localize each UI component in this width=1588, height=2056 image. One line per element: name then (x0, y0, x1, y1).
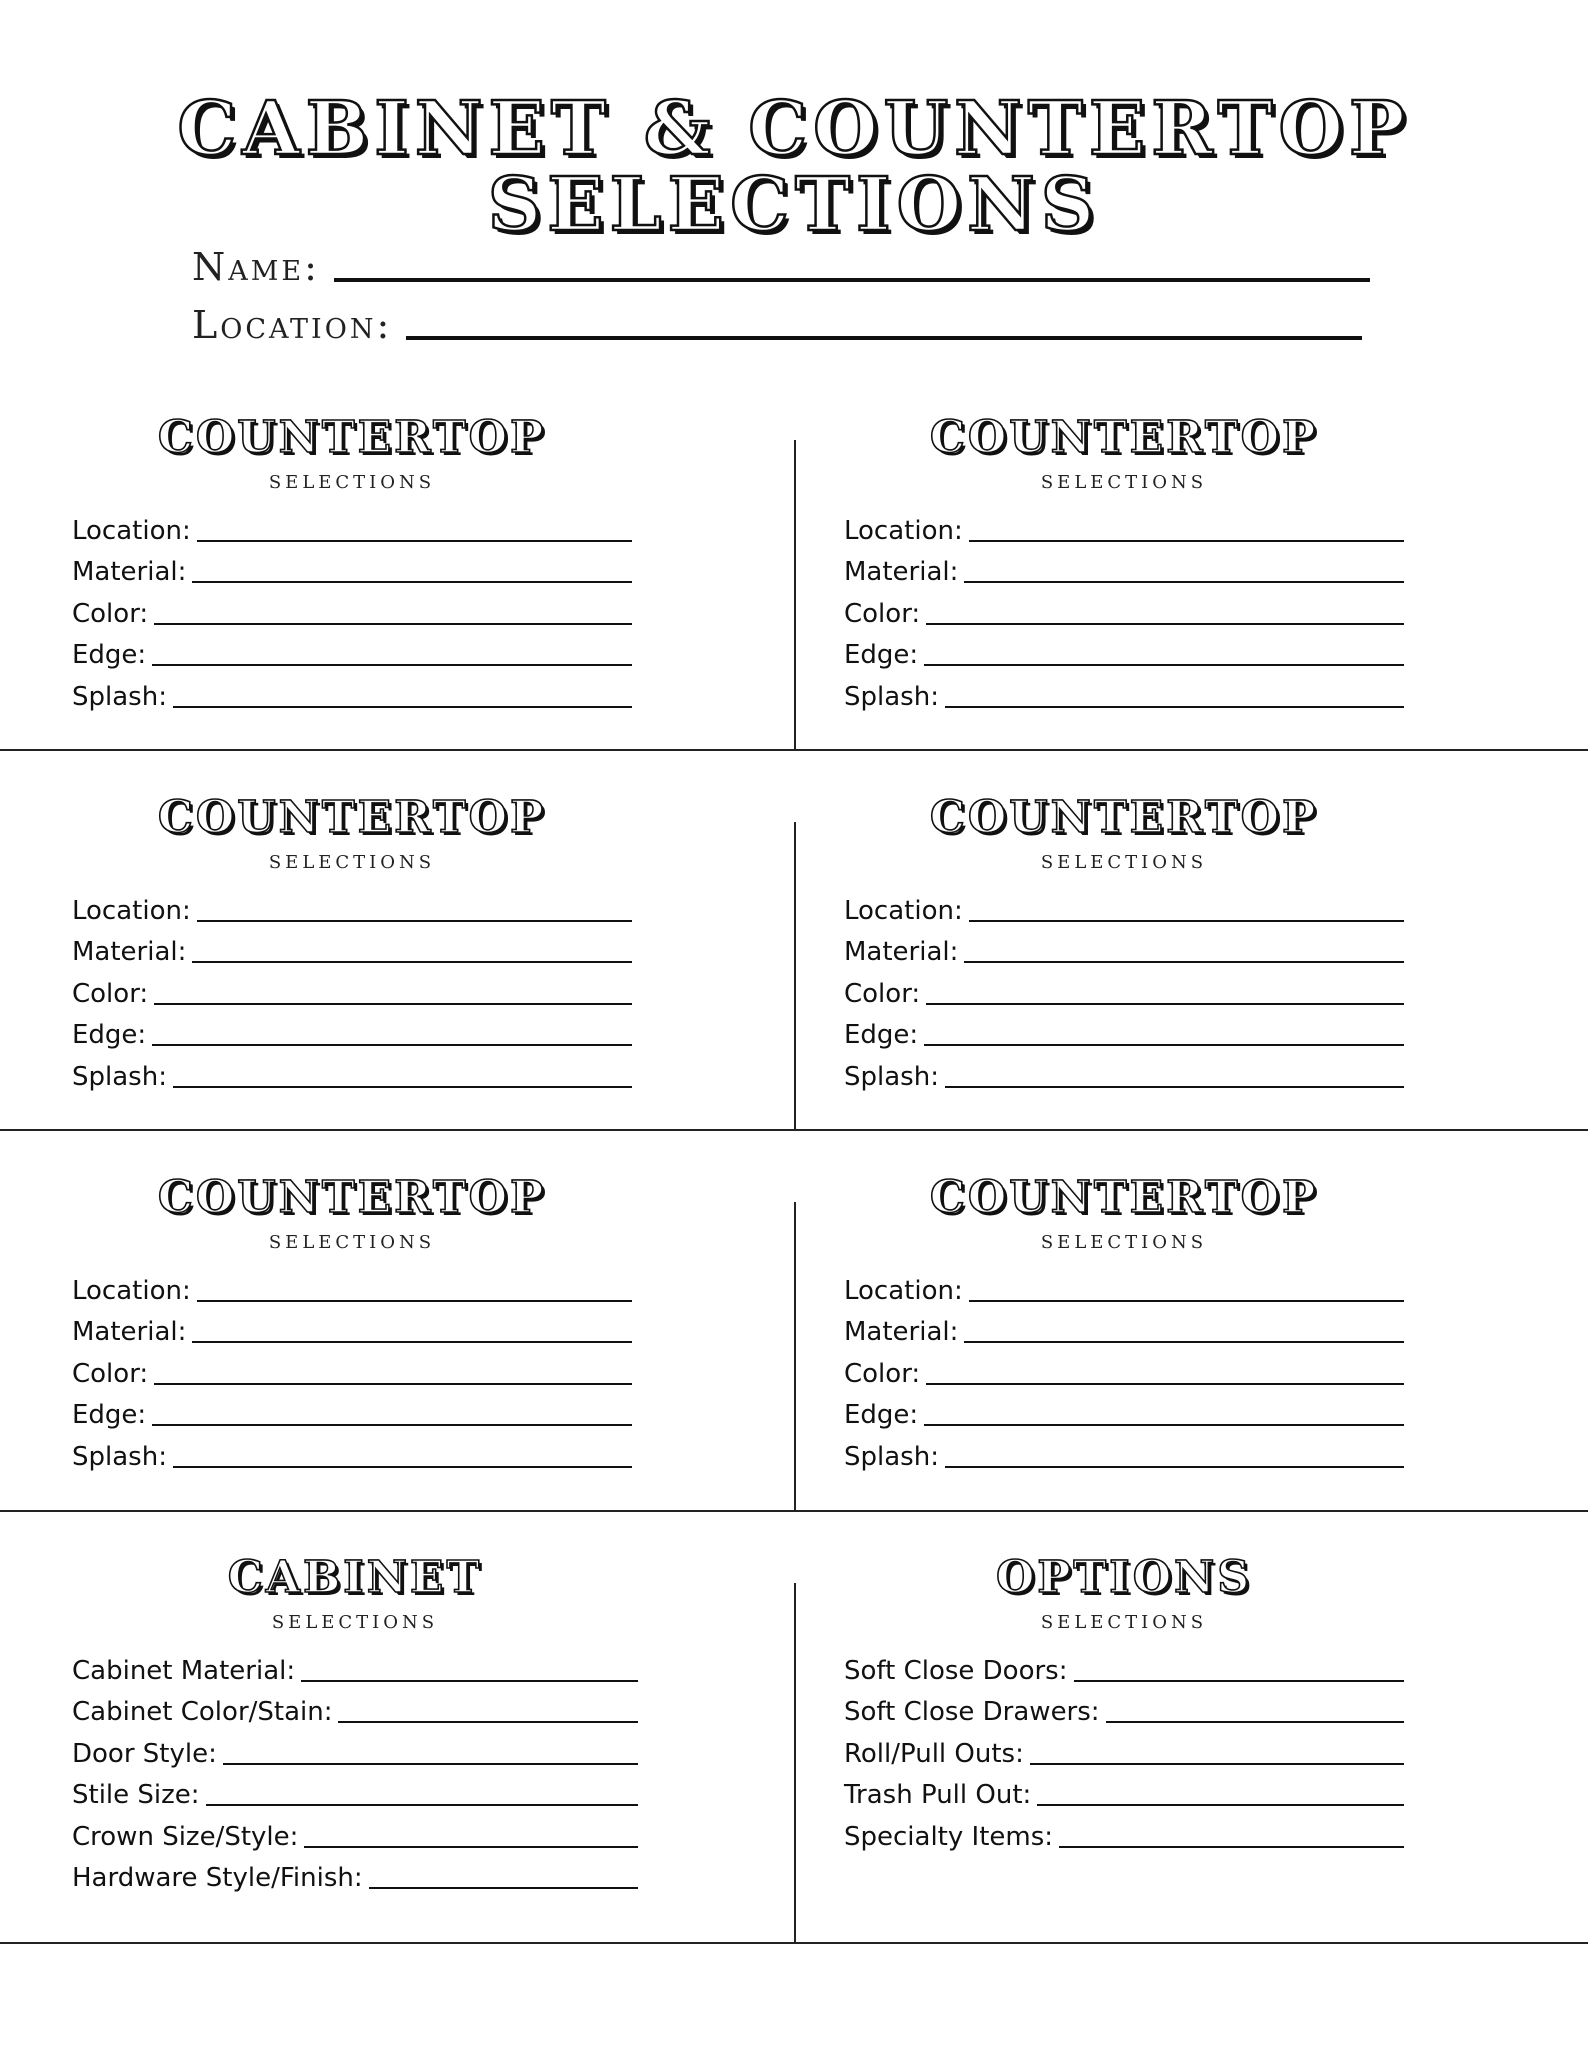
field-label: Material: (72, 1317, 187, 1347)
panel-title: COUNTERTOP (157, 792, 547, 843)
field-line[interactable] (945, 1466, 1404, 1468)
panel-subtitle: SELECTIONS (1040, 852, 1208, 873)
field-line[interactable] (154, 1003, 632, 1005)
field-line[interactable] (197, 1300, 632, 1302)
color-field[interactable] (72, 589, 632, 631)
location-field[interactable] (844, 506, 1404, 548)
splash-field[interactable] (72, 1432, 632, 1474)
field-label: Splash: (844, 1061, 939, 1092)
options-panel (844, 1552, 1404, 1854)
field-label: Trash Pull Out: (844, 1780, 1032, 1810)
column-divider (794, 1202, 796, 1510)
field-line[interactable] (192, 1341, 632, 1343)
location-row (192, 303, 1362, 347)
field-label: Location: (72, 515, 191, 546)
countertop-panel (72, 792, 632, 1094)
panel-title: COUNTERTOP (929, 412, 1319, 463)
field-label: Edge: (72, 1400, 147, 1430)
location-field[interactable] (72, 886, 632, 928)
field-label: Location: (844, 1275, 963, 1306)
countertop-panel (844, 412, 1404, 714)
panel-title: COUNTERTOP (157, 1172, 547, 1223)
field-label: Color: (72, 1358, 149, 1389)
panel-title: CABINET (227, 1552, 483, 1603)
location-field[interactable] (844, 1266, 1404, 1308)
field-line[interactable] (152, 1044, 632, 1046)
field-line[interactable] (154, 1383, 632, 1385)
field-label: Roll/Pull Outs: (844, 1738, 1024, 1769)
location-field[interactable] (72, 1266, 632, 1308)
field-label: Location: (844, 895, 963, 926)
field-line[interactable] (192, 961, 632, 963)
field-line[interactable] (197, 540, 632, 542)
field-line[interactable] (1037, 1804, 1404, 1806)
field-line[interactable] (152, 1424, 632, 1426)
splash-field[interactable] (72, 1052, 632, 1094)
edge-field[interactable] (844, 1391, 1404, 1433)
field-label: Splash: (72, 1441, 167, 1472)
panel-subtitle: SELECTIONS (1040, 1232, 1208, 1253)
countertop-panel (844, 792, 1404, 1094)
countertop-panel (72, 1172, 632, 1474)
field-line[interactable] (964, 961, 1404, 963)
field-line[interactable] (964, 581, 1404, 583)
field-line[interactable] (945, 706, 1404, 708)
color-field[interactable] (844, 969, 1404, 1011)
edge-field[interactable] (72, 1391, 632, 1433)
page-title-line2: SELECTIONS (487, 162, 1101, 248)
field-line[interactable] (206, 1804, 638, 1806)
hardware-style-field[interactable] (72, 1854, 638, 1896)
trash-pull-out-field[interactable] (844, 1771, 1404, 1813)
field-line[interactable] (1030, 1763, 1404, 1765)
field-line[interactable] (969, 920, 1404, 922)
field-label: Location: (72, 1275, 191, 1306)
crown-size-field[interactable] (72, 1812, 638, 1854)
cabinet-panel (72, 1552, 638, 1895)
field-line[interactable] (173, 1466, 632, 1468)
splash-field[interactable] (844, 672, 1404, 714)
field-label: Splash: (72, 1061, 167, 1092)
cabinet-color-field[interactable] (72, 1688, 638, 1730)
splash-field[interactable] (844, 1432, 1404, 1474)
field-label: Hardware Style/Finish: (72, 1863, 363, 1893)
panel-subtitle: SELECTIONS (271, 1612, 439, 1633)
field-line[interactable] (154, 623, 632, 625)
roll-pull-outs-field[interactable] (844, 1729, 1404, 1771)
location-field[interactable] (844, 886, 1404, 928)
field-label: Cabinet Color/Stain: (72, 1697, 333, 1727)
field-label: Specialty Items: (844, 1821, 1054, 1852)
field-label: Cabinet Material: (72, 1655, 296, 1686)
field-line[interactable] (1074, 1680, 1405, 1682)
specialty-items-field[interactable] (844, 1812, 1404, 1854)
color-field[interactable] (844, 1349, 1404, 1391)
row-divider (0, 1129, 1588, 1131)
field-line[interactable] (924, 1424, 1404, 1426)
field-label: Color: (72, 598, 149, 629)
field-line[interactable] (197, 920, 632, 922)
stile-size-field[interactable] (72, 1771, 638, 1813)
field-label: Soft Close Drawers: (844, 1697, 1100, 1727)
field-label: Material: (72, 937, 187, 967)
edge-field[interactable] (844, 631, 1404, 673)
field-label: Color: (844, 978, 921, 1009)
field-label: Material: (844, 937, 959, 967)
splash-field[interactable] (844, 1052, 1404, 1094)
material-field[interactable] (72, 548, 632, 590)
field-label: Splash: (844, 681, 939, 712)
field-line[interactable] (192, 581, 632, 583)
field-label: Material: (844, 1317, 959, 1347)
field-label: Splash: (844, 1441, 939, 1472)
field-label: Location: (844, 515, 963, 546)
field-label: Soft Close Doors: (844, 1655, 1068, 1686)
field-line[interactable] (964, 1341, 1404, 1343)
panel-subtitle: SELECTIONS (1040, 472, 1208, 493)
splash-field[interactable] (72, 672, 632, 714)
field-label: Edge: (72, 1020, 147, 1050)
row-divider (0, 1510, 1588, 1512)
location-field[interactable] (72, 506, 632, 548)
color-field[interactable] (844, 589, 1404, 631)
row-divider (0, 1942, 1588, 1944)
page-title-line1: CABINET & COUNTERTOP (177, 86, 1411, 172)
material-field[interactable] (844, 928, 1404, 970)
name-label: Name: (192, 245, 320, 289)
field-label: Color: (72, 978, 149, 1009)
countertop-panel (844, 1172, 1404, 1474)
field-line[interactable] (1106, 1721, 1404, 1723)
countertop-panel (72, 412, 632, 714)
field-line[interactable] (1059, 1846, 1404, 1848)
field-line[interactable] (173, 1086, 632, 1088)
field-line[interactable] (969, 540, 1404, 542)
column-divider (794, 822, 796, 1130)
panel-subtitle: SELECTIONS (268, 852, 436, 873)
material-field[interactable] (844, 548, 1404, 590)
cabinet-material-field[interactable] (72, 1646, 638, 1688)
field-line[interactable] (338, 1721, 638, 1723)
name-field-line[interactable] (334, 278, 1370, 282)
panel-subtitle: SELECTIONS (268, 472, 436, 493)
field-line[interactable] (926, 1383, 1404, 1385)
field-label: Edge: (72, 640, 147, 670)
door-style-field[interactable] (72, 1729, 638, 1771)
field-label: Material: (72, 557, 187, 587)
field-line[interactable] (152, 664, 632, 666)
field-line[interactable] (924, 1044, 1404, 1046)
edge-field[interactable] (844, 1011, 1404, 1053)
panel-title: COUNTERTOP (929, 792, 1319, 843)
edge-field[interactable] (72, 1011, 632, 1053)
color-field[interactable] (72, 969, 632, 1011)
material-field[interactable] (844, 1308, 1404, 1350)
field-label: Edge: (844, 1020, 919, 1050)
field-label: Crown Size/Style: (72, 1821, 299, 1852)
field-label: Edge: (844, 1400, 919, 1430)
field-line[interactable] (301, 1680, 638, 1682)
material-field[interactable] (72, 1308, 632, 1350)
name-row (192, 245, 1370, 289)
edge-field[interactable] (72, 631, 632, 673)
row-divider (0, 749, 1588, 751)
location-field-line[interactable] (406, 336, 1362, 340)
column-divider (794, 440, 796, 750)
panel-subtitle: SELECTIONS (1040, 1612, 1208, 1633)
field-label: Color: (844, 598, 921, 629)
field-line[interactable] (173, 706, 632, 708)
column-divider (794, 1583, 796, 1943)
field-line[interactable] (924, 664, 1404, 666)
material-field[interactable] (72, 928, 632, 970)
soft-close-doors-field[interactable] (844, 1646, 1404, 1688)
field-line[interactable] (223, 1763, 638, 1765)
soft-close-drawers-field[interactable] (844, 1688, 1404, 1730)
field-label: Edge: (844, 640, 919, 670)
field-label: Door Style: (72, 1738, 217, 1769)
field-label: Location: (72, 895, 191, 926)
field-line[interactable] (304, 1846, 638, 1848)
panel-title: COUNTERTOP (929, 1172, 1319, 1223)
field-line[interactable] (926, 623, 1404, 625)
field-label: Color: (844, 1358, 921, 1389)
field-line[interactable] (969, 1300, 1404, 1302)
field-line[interactable] (369, 1887, 638, 1889)
field-label: Material: (844, 557, 959, 587)
color-field[interactable] (72, 1349, 632, 1391)
panel-title: COUNTERTOP (157, 412, 547, 463)
location-label: Location: (192, 303, 393, 347)
field-label: Stile Size: (72, 1780, 200, 1810)
field-label: Splash: (72, 681, 167, 712)
field-line[interactable] (926, 1003, 1404, 1005)
panel-subtitle: SELECTIONS (268, 1232, 436, 1253)
panel-title: OPTIONS (995, 1552, 1253, 1603)
field-line[interactable] (945, 1086, 1404, 1088)
